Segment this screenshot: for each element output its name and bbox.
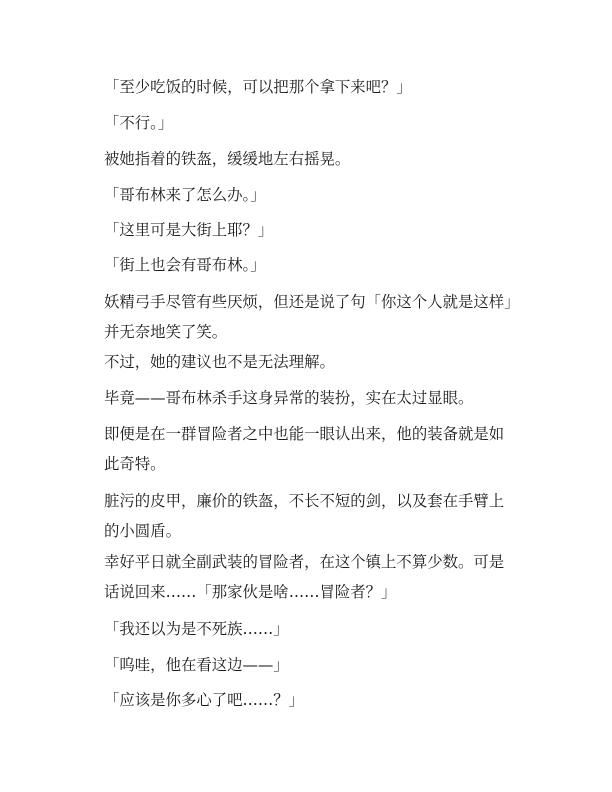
paragraph: 即便是在一群冒险者之中也能一眼认出来，他的装备就是如此奇特。 xyxy=(104,425,505,473)
paragraph: 「我还以为是不死族……」 xyxy=(104,620,289,638)
paragraph: 不过，她的建议也不是无法理解。 xyxy=(104,353,335,371)
paragraph: 「街上也会有哥布林。」 xyxy=(104,256,266,274)
paragraph: 脏污的皮甲，廉价的铁盔，不长不短的剑，以及套在手臂上的小圆盾。 xyxy=(104,492,505,540)
paragraph: 「应该是你多心了吧……？」 xyxy=(104,691,305,709)
paragraph: 「哥布林来了怎么办。」 xyxy=(104,186,266,204)
paragraph: 「这里可是大街上耶？」 xyxy=(104,221,274,239)
paragraph: 「至少吃饭的时候，可以把那个拿下来吧？」 xyxy=(104,78,412,96)
paragraph: 毕竟——哥布林杀手这身异常的装扮，实在太过显眼。 xyxy=(104,389,474,407)
paragraph: 被她指着的铁盔，缓缓地左右摇晃。 xyxy=(104,150,351,168)
paragraph: 「不行。」 xyxy=(104,114,174,132)
paragraph: 幸好平日就全副武装的冒险者，在这个镇上不算少数。可是话说回来……「那家伙是啥……冒险者？」 xyxy=(104,553,505,601)
paragraph: 妖精弓手尽管有些厌烦，但还是说了句「你这个人就是这样」并无奈地笑了笑。 xyxy=(104,293,512,341)
paragraph: 「呜哇，他在看这边——」 xyxy=(104,656,289,674)
